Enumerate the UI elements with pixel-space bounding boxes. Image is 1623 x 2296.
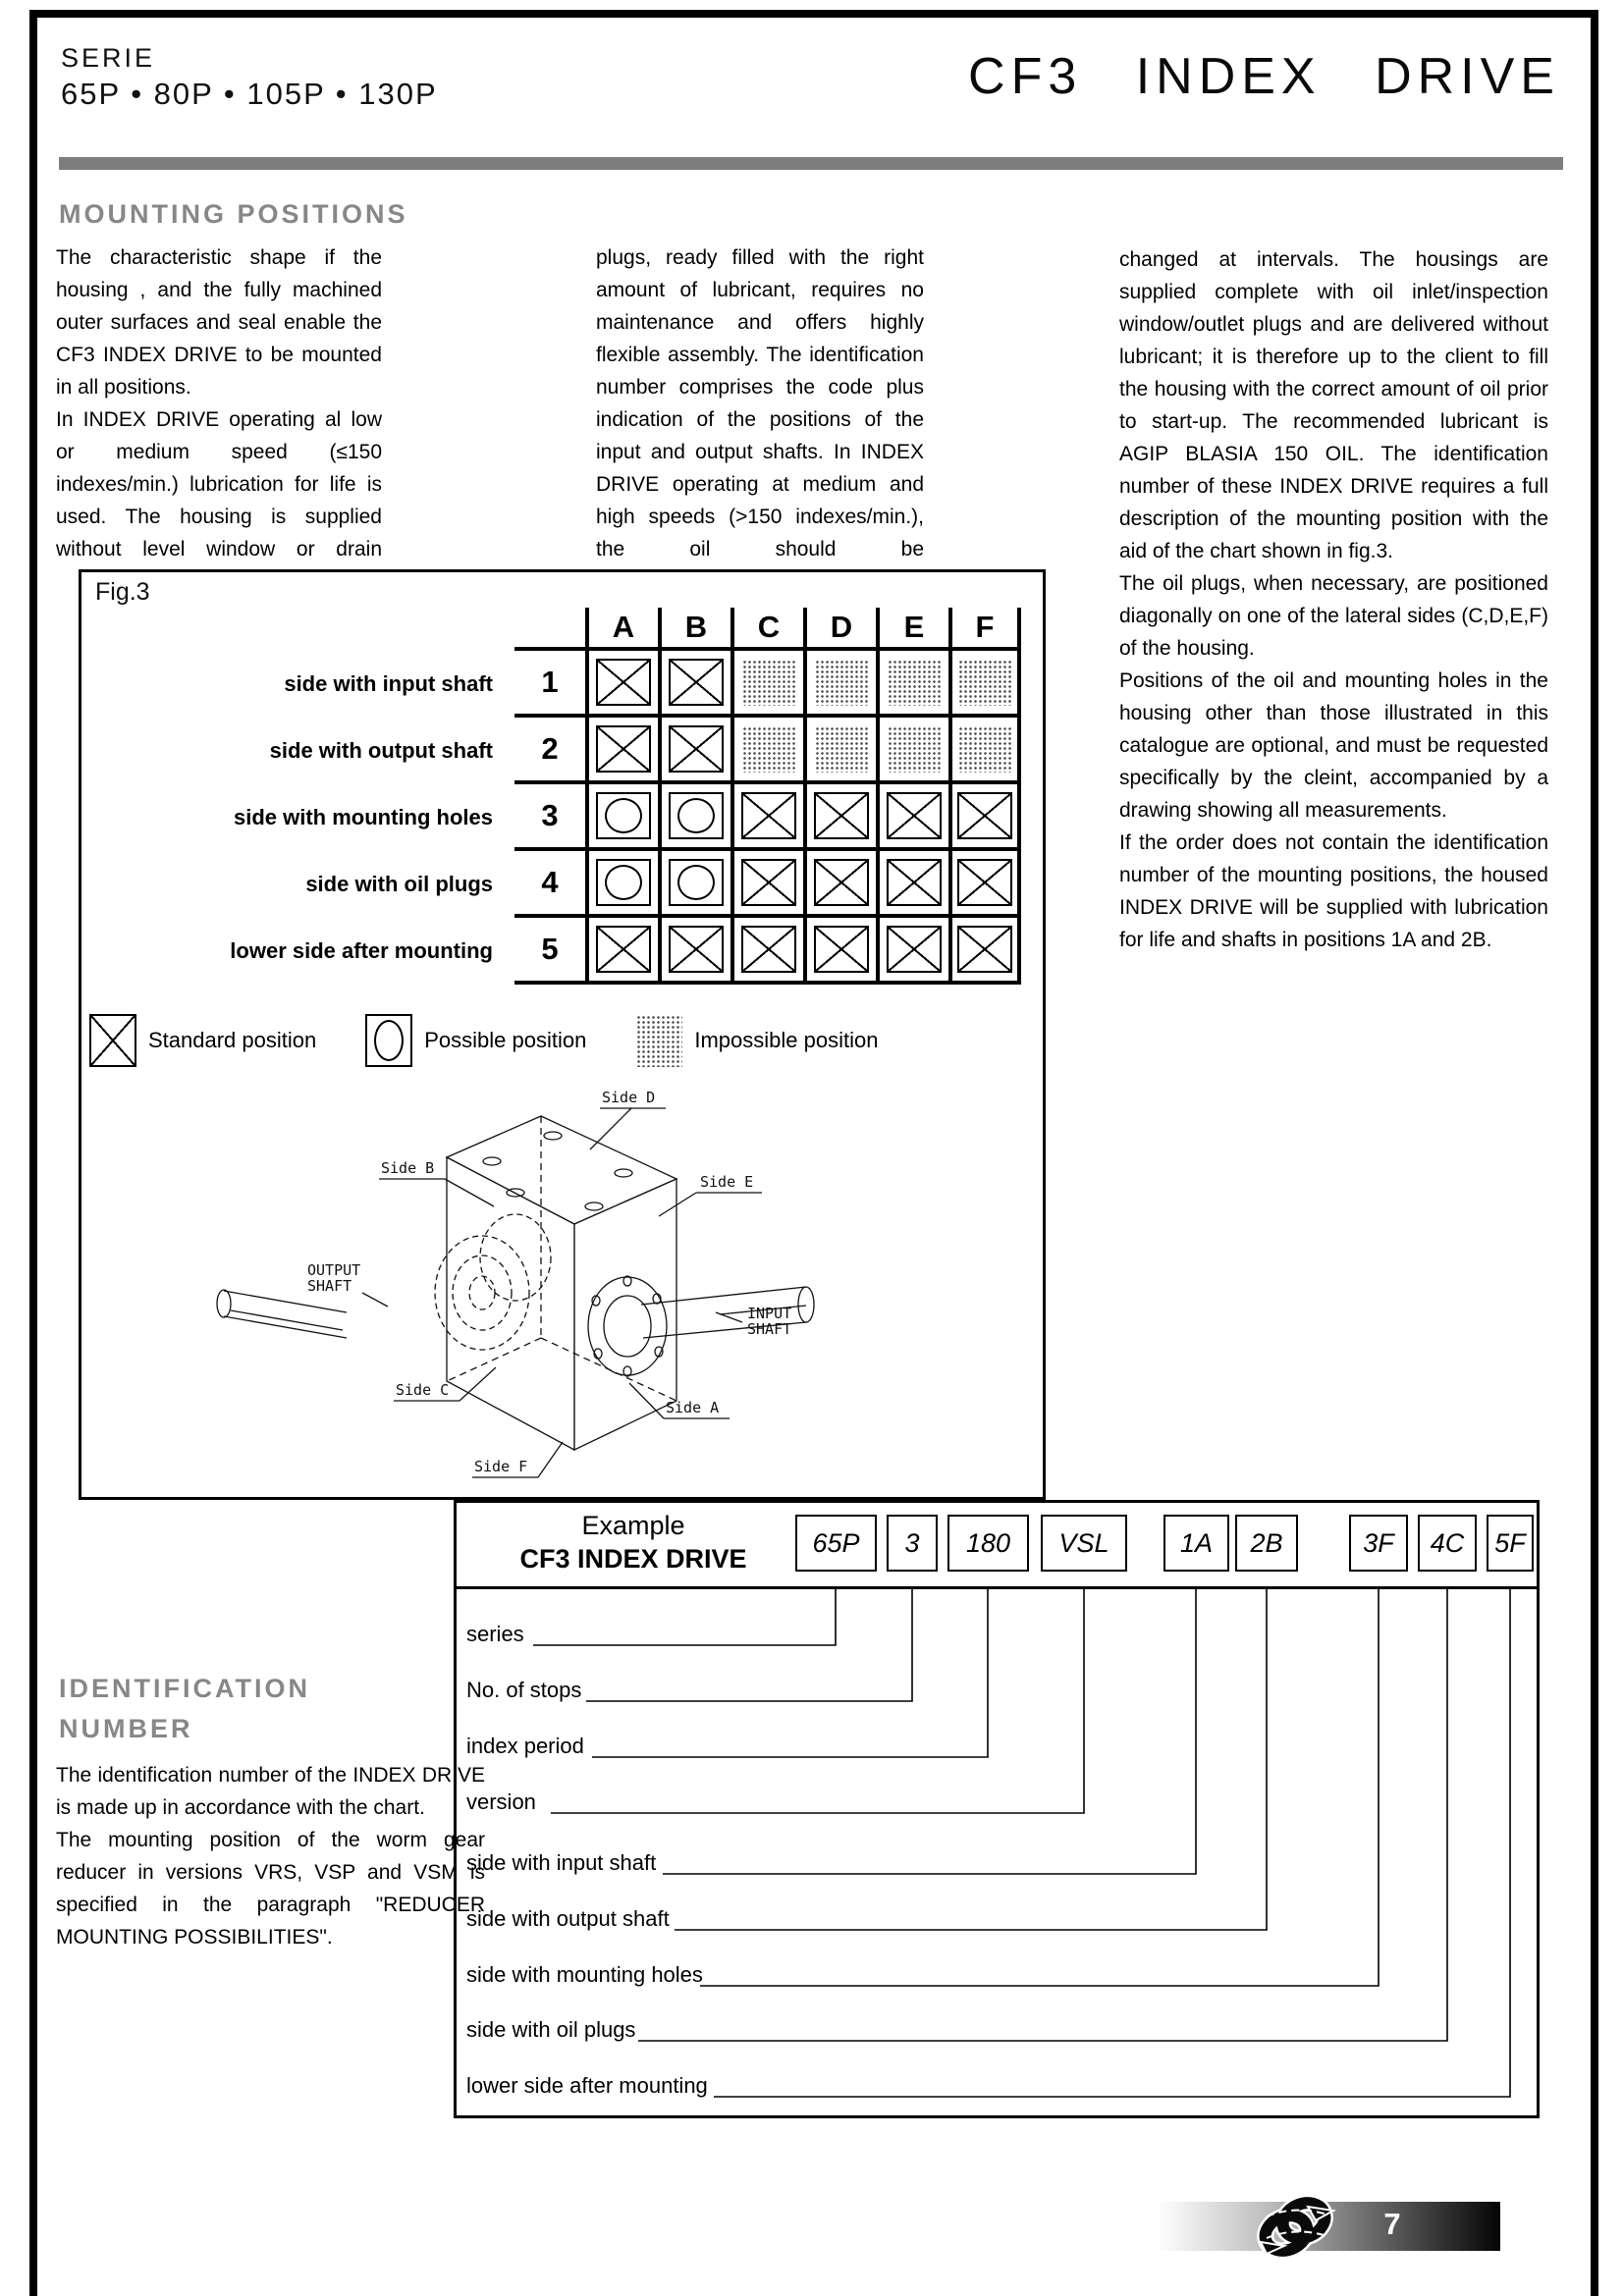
mounting-positions-heading: MOUNTING POSITIONS bbox=[59, 199, 408, 229]
output-shaft-label: SHAFT bbox=[307, 1277, 352, 1295]
paragraph: The oil plugs, when necessary, are positioned diagonally on one of the lateral sides (C,D,E,F) of the housing. bbox=[1119, 572, 1548, 660]
grid-cell bbox=[730, 784, 803, 851]
possible-position-symbol bbox=[669, 792, 724, 839]
chart-row-version: version bbox=[466, 1789, 536, 1814]
grid-column-header: D bbox=[803, 608, 876, 651]
chart-row-oil-plug-side: side with oil plugs bbox=[466, 2017, 636, 2042]
code-box-mounting-side: 3F bbox=[1349, 1515, 1408, 1572]
possible-position-symbol bbox=[596, 859, 651, 906]
grid-row-label: side with oil plugs bbox=[305, 872, 493, 896]
impossible-position-symbol bbox=[814, 659, 869, 706]
standard-position-symbol bbox=[814, 926, 869, 973]
figure-label: Fig.3 bbox=[95, 578, 150, 606]
fig3-legend bbox=[89, 1014, 878, 1067]
code-box-input-side: 1A bbox=[1163, 1515, 1229, 1572]
standard-position-symbol bbox=[887, 859, 942, 906]
grid-row-number: 1 bbox=[514, 651, 585, 718]
impossible-position-symbol bbox=[635, 1014, 682, 1067]
grid-column-header: F bbox=[948, 608, 1021, 651]
brand-logo-icon bbox=[1247, 2177, 1345, 2275]
side-e-label: Side E bbox=[700, 1173, 754, 1191]
standard-position-symbol bbox=[596, 659, 651, 706]
side-a-label: Side A bbox=[666, 1399, 720, 1416]
chart-row-lower-side: lower side after mounting bbox=[466, 2073, 708, 2098]
grid-cell bbox=[730, 851, 803, 918]
grid-column-header: C bbox=[730, 608, 803, 651]
grid-cell bbox=[876, 718, 948, 784]
standard-position-symbol bbox=[596, 926, 651, 973]
input-shaft-label: INPUT bbox=[747, 1305, 792, 1322]
grid-cell bbox=[876, 651, 948, 718]
housing-isometric-drawing bbox=[170, 1089, 857, 1491]
paragraph: In INDEX DRIVE operating al low or medium speed (≤150 indexes/min.) lubrication for life is used. The housing is supplied without level window or drain bbox=[56, 408, 382, 561]
impossible-position-symbol bbox=[887, 725, 942, 773]
grid-cell bbox=[948, 718, 1021, 784]
output-shaft-label: OUTPUT bbox=[307, 1261, 361, 1279]
grid-cell bbox=[803, 918, 876, 985]
standard-position-symbol bbox=[887, 926, 942, 973]
series-label: SERIE bbox=[61, 43, 156, 73]
paragraph: The identification number of the INDEX DRIVE is made up in accordance with the chart. bbox=[56, 1764, 485, 1819]
grid-cell bbox=[876, 784, 948, 851]
grid-cell bbox=[730, 718, 803, 784]
legend-item bbox=[89, 1014, 316, 1067]
standard-position-symbol bbox=[741, 859, 796, 906]
standard-position-symbol bbox=[669, 659, 724, 706]
code-box-version: VSL bbox=[1041, 1515, 1127, 1572]
standard-position-symbol bbox=[89, 1014, 136, 1067]
series-models: 65P • 80P • 105P • 130P bbox=[61, 77, 438, 111]
code-box-lower-side: 5F bbox=[1487, 1515, 1534, 1572]
grid-cell bbox=[585, 718, 658, 784]
standard-position-symbol bbox=[957, 859, 1012, 906]
legend-label: Standard position bbox=[148, 1028, 317, 1052]
page-number: 7 bbox=[1383, 2207, 1401, 2241]
grid-cell bbox=[585, 851, 658, 918]
body-column-3 bbox=[1119, 243, 1548, 956]
side-b-label: Side B bbox=[381, 1159, 435, 1177]
impossible-position-symbol bbox=[957, 725, 1012, 773]
standard-position-symbol bbox=[814, 859, 869, 906]
chart-row-mounting-side: side with mounting holes bbox=[466, 1962, 703, 1987]
identification-chart-header bbox=[457, 1503, 1537, 1589]
grid-row-number: 4 bbox=[514, 851, 585, 918]
grid-cell bbox=[730, 918, 803, 985]
grid-row-label: side with output shaft bbox=[269, 738, 493, 763]
standard-position-symbol bbox=[596, 725, 651, 773]
grid-cell bbox=[658, 851, 730, 918]
impossible-position-symbol bbox=[741, 659, 796, 706]
mounting-position-grid bbox=[97, 608, 1021, 985]
legend-label: Impossible position bbox=[694, 1028, 879, 1052]
grid-row-label: side with input shaft bbox=[284, 671, 493, 696]
grid-cell bbox=[948, 784, 1021, 851]
standard-position-symbol bbox=[957, 792, 1012, 839]
grid-corner bbox=[514, 608, 585, 651]
chart-row-input-side: side with input shaft bbox=[466, 1850, 657, 1875]
paragraph: If the order does not contain the identification number of the mounting positions, the housed INDEX DRIVE will be supplied with lubrication for life and shafts in positions 1A and 2B. bbox=[1119, 831, 1548, 951]
grid-cell bbox=[585, 918, 658, 985]
page-title: CF3 INDEX DRIVE bbox=[968, 48, 1560, 105]
grid-cell bbox=[876, 918, 948, 985]
grid-cell bbox=[658, 651, 730, 718]
identification-number-heading bbox=[59, 1669, 310, 1749]
paragraph: plugs, ready filled with the right amount of lubricant, requires no maintenance and offers highly flexible assembly. The identification number comprises the code plus indication of the positions of the input and output shafts. In INDEX DRIVE operating at medium and high speeds (>150 indexes/min.), the oil should be bbox=[596, 246, 924, 561]
chart-row-series: series bbox=[466, 1622, 524, 1646]
possible-position-symbol bbox=[596, 792, 651, 839]
code-box-stops: 3 bbox=[887, 1515, 938, 1572]
grid-cell bbox=[730, 651, 803, 718]
body-column-2 bbox=[596, 241, 924, 565]
paragraph: The mounting position of the worm gear reducer in versions VRS, VSP and VSM is specified in the paragraph "REDUCER MOUNTING POSSIBILITIES". bbox=[56, 1829, 485, 1949]
fig3-box bbox=[79, 569, 1046, 1500]
grid-column-header: A bbox=[585, 608, 658, 651]
standard-position-symbol bbox=[669, 926, 724, 973]
identification-chart bbox=[454, 1500, 1540, 2118]
grid-cell bbox=[585, 651, 658, 718]
code-box-output-side: 2B bbox=[1235, 1515, 1298, 1572]
chart-row-index-period: index period bbox=[466, 1734, 584, 1758]
grid-cell bbox=[803, 784, 876, 851]
page-border-right bbox=[1591, 10, 1598, 2296]
side-c-label: Side C bbox=[396, 1381, 450, 1399]
standard-position-symbol bbox=[887, 792, 942, 839]
example-product-title: CF3 INDEX DRIVE bbox=[519, 1544, 747, 1574]
grid-cell bbox=[585, 784, 658, 851]
standard-position-symbol bbox=[741, 926, 796, 973]
grid-column-header: B bbox=[658, 608, 730, 651]
heading-line: IDENTIFICATION bbox=[59, 1674, 310, 1703]
impossible-position-symbol bbox=[741, 725, 796, 773]
grid-corner bbox=[97, 608, 514, 651]
grid-cell bbox=[948, 918, 1021, 985]
code-box-index-period: 180 bbox=[947, 1515, 1029, 1572]
grid-cell bbox=[803, 718, 876, 784]
impossible-position-symbol bbox=[957, 659, 1012, 706]
grid-cell bbox=[803, 851, 876, 918]
chart-row-output-side: side with output shaft bbox=[466, 1906, 670, 1931]
identification-body bbox=[56, 1759, 485, 1953]
grid-row-number: 2 bbox=[514, 718, 585, 784]
grid-cell bbox=[658, 718, 730, 784]
grid-cell bbox=[948, 651, 1021, 718]
grid-cell bbox=[803, 651, 876, 718]
page-border-top bbox=[29, 10, 1598, 18]
chart-row-stops: No. of stops bbox=[466, 1678, 582, 1702]
standard-position-symbol bbox=[814, 792, 869, 839]
body-column-1 bbox=[56, 241, 382, 565]
code-box-series: 65P bbox=[795, 1515, 877, 1572]
impossible-position-symbol bbox=[814, 725, 869, 773]
legend-item bbox=[365, 1014, 586, 1067]
grid-cell bbox=[876, 851, 948, 918]
possible-position-symbol bbox=[365, 1014, 412, 1067]
grid-column-header: E bbox=[876, 608, 948, 651]
input-shaft-label: SHAFT bbox=[747, 1320, 792, 1338]
standard-position-symbol bbox=[669, 725, 724, 773]
code-box-oil-plug-side: 4C bbox=[1418, 1515, 1477, 1572]
grid-row-number: 5 bbox=[514, 918, 585, 985]
side-f-label: Side F bbox=[474, 1458, 528, 1475]
page-border-left bbox=[29, 10, 37, 2296]
standard-position-symbol bbox=[741, 792, 796, 839]
possible-position-symbol bbox=[669, 859, 724, 906]
impossible-position-symbol bbox=[887, 659, 942, 706]
paragraph: Positions of the oil and mounting holes in the housing other than those illustrated in this catalogue are optional, and must be requested specifically by the cleint, accompanied by a drawing showing all measurements. bbox=[1119, 669, 1548, 822]
grid-row-label: side with mounting holes bbox=[234, 805, 493, 829]
header-divider-bar bbox=[59, 157, 1563, 170]
identification-chart-body bbox=[457, 1589, 1537, 2115]
grid-cell bbox=[948, 851, 1021, 918]
grid-row-label: lower side after mounting bbox=[230, 938, 493, 963]
example-title: Example bbox=[581, 1511, 685, 1540]
legend-label: Possible position bbox=[424, 1028, 587, 1052]
paragraph: changed at intervals. The housings are supplied complete with oil inlet/inspection window/outlet plugs and are delivered without lubricant; it is therefore up to the client to fill the housing with the correct amount of oil prior to start-up. The recommended lubricant is AGIP BLASIA 150 OIL. The identification number of these INDEX DRIVE requires a full description of the mounting position with the aid of the chart shown in fig.3. bbox=[1119, 248, 1548, 562]
paragraph: The characteristic shape if the housing , and the fully machined outer surfaces and seal enable the CF3 INDEX DRIVE to be mounted in all positions. bbox=[56, 246, 382, 399]
grid-cell bbox=[658, 784, 730, 851]
grid-row-number: 3 bbox=[514, 784, 585, 851]
heading-line: NUMBER bbox=[59, 1714, 193, 1743]
grid-cell bbox=[658, 918, 730, 985]
legend-item bbox=[635, 1014, 878, 1067]
side-d-label: Side D bbox=[602, 1089, 656, 1106]
standard-position-symbol bbox=[957, 926, 1012, 973]
